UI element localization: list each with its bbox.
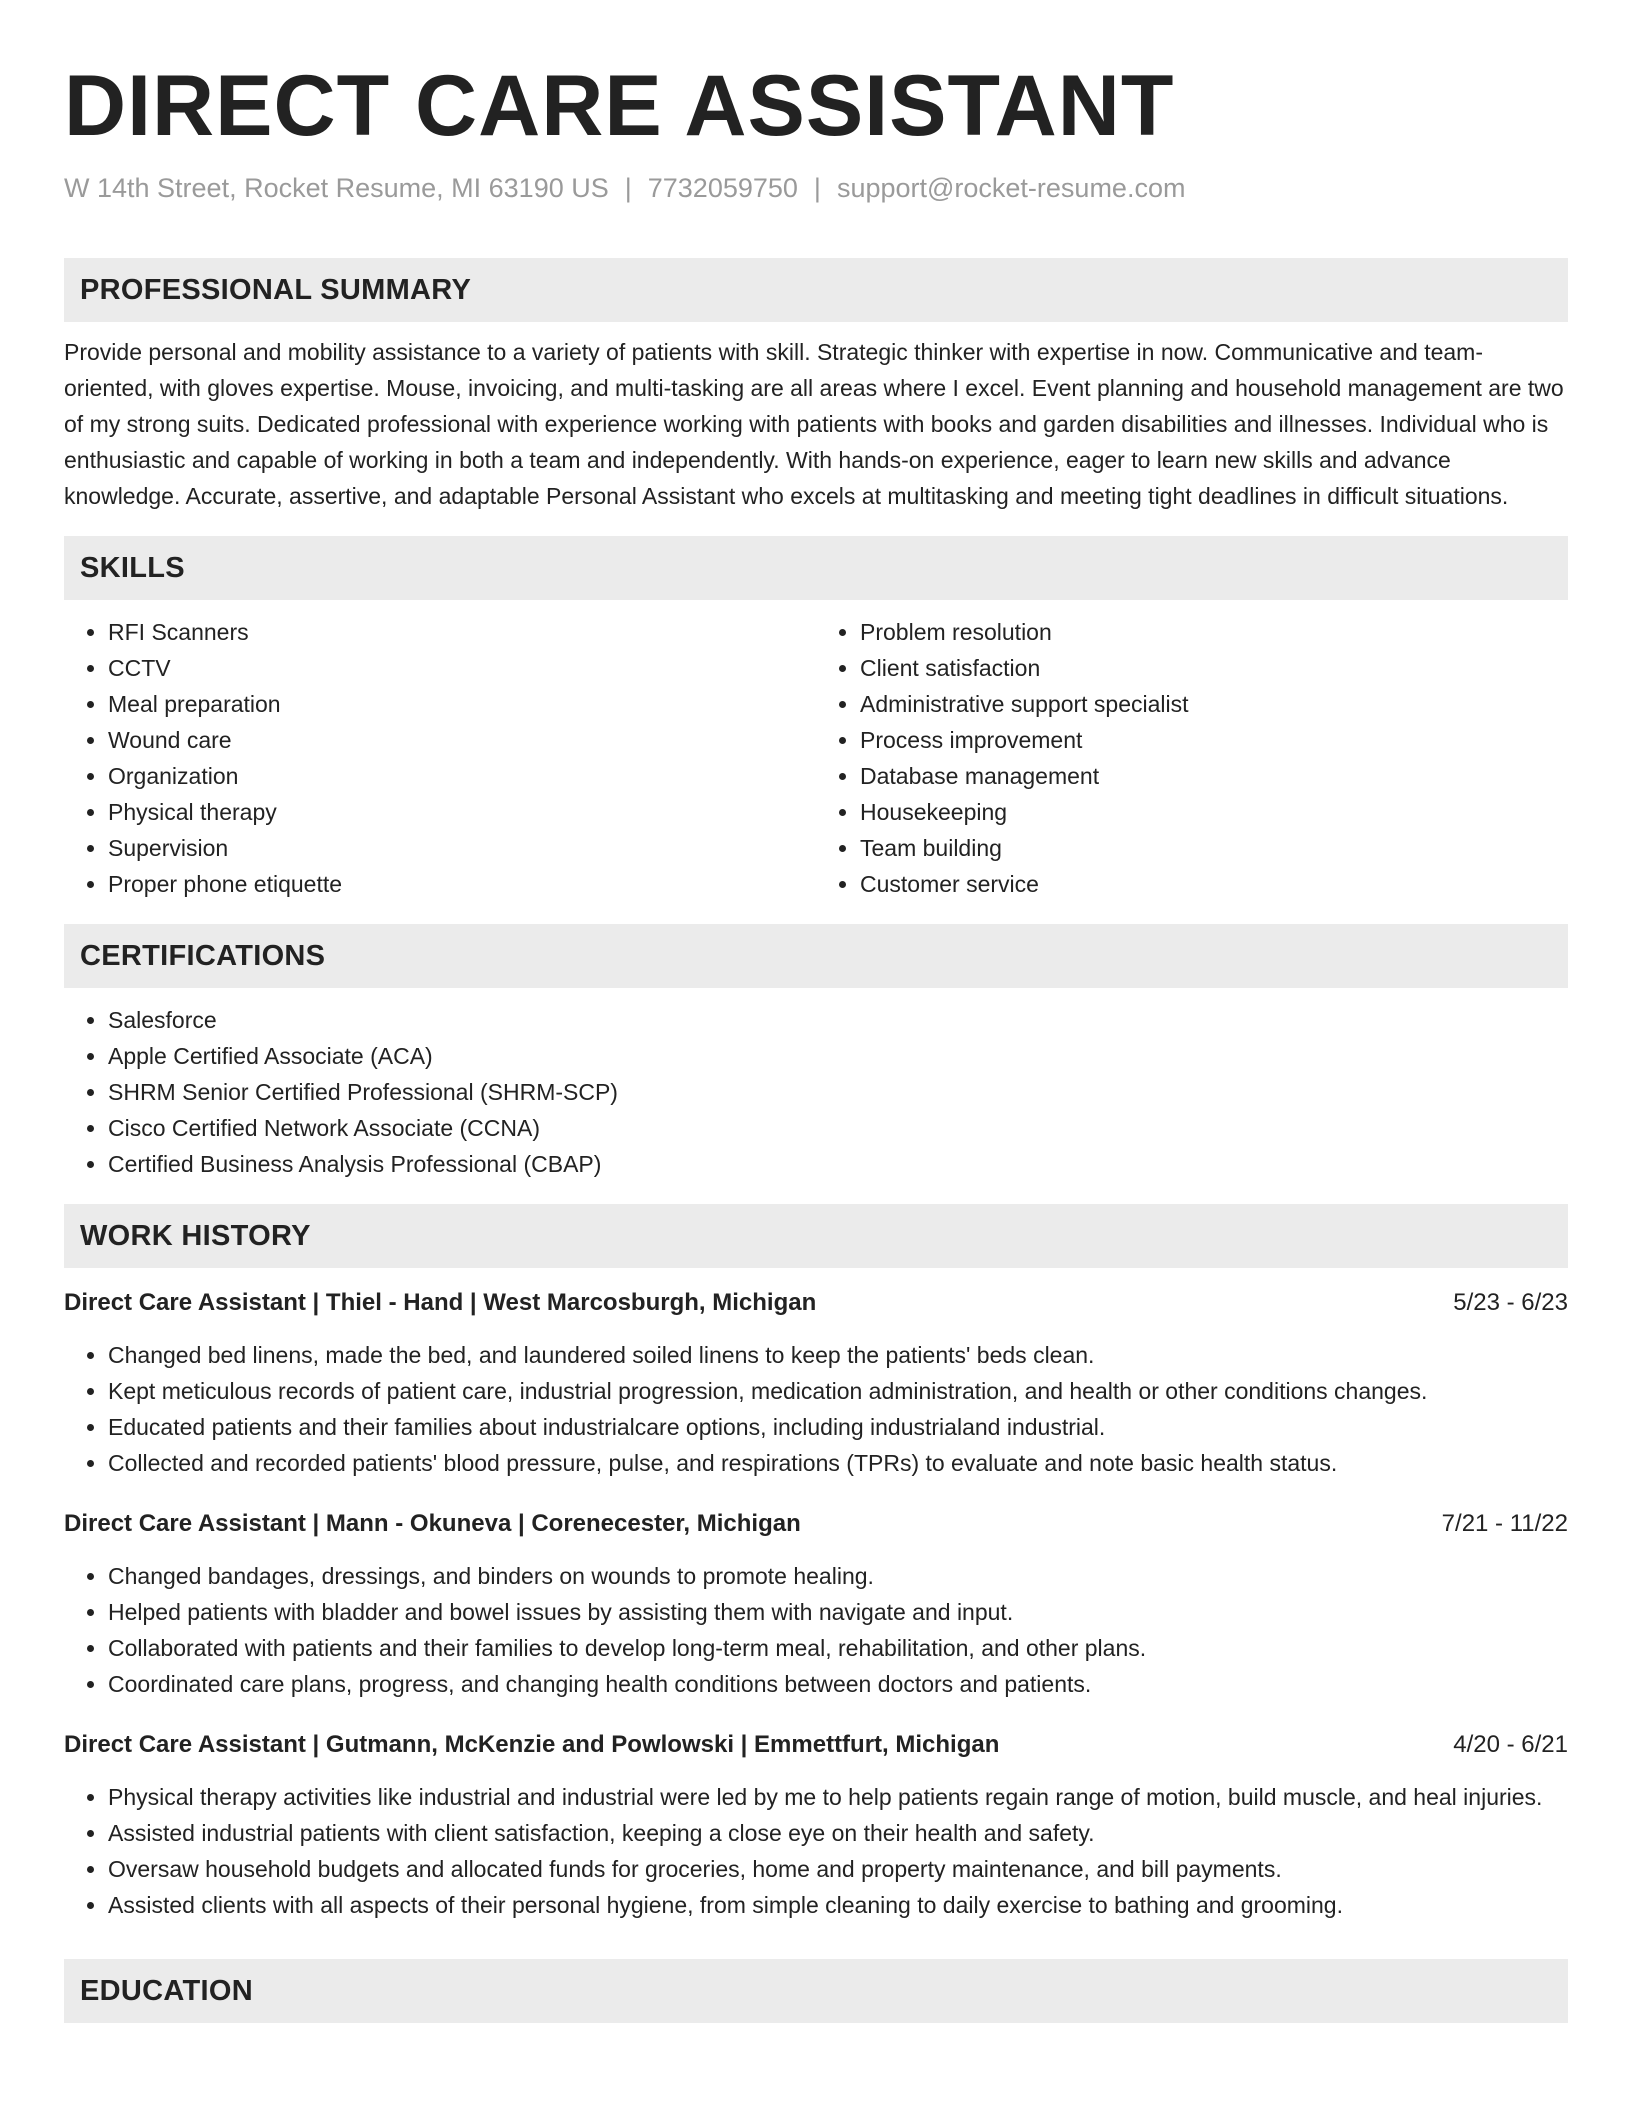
skill-item: • Database management	[860, 758, 1568, 794]
skill-item: • Customer service	[860, 866, 1568, 902]
job-duty: • Coordinated care plans, progress, and changing health conditions between doctors and patients.	[108, 1666, 1568, 1702]
job-header	[64, 1727, 1568, 1763]
job-title: Direct Care Assistant | Mann - Okuneva | Corenecester, Michigan	[64, 1510, 801, 1537]
skill-item: • Client satisfaction	[860, 650, 1568, 686]
contact-separator: |	[813, 173, 821, 203]
certification-item: • Salesforce	[108, 1002, 1568, 1038]
skill-item: • Process improvement	[860, 722, 1568, 758]
skill-item: • Administrative support specialist	[860, 686, 1568, 722]
job-duty: • Assisted industrial patients with client satisfaction, keeping a close eye on their health and safety.	[108, 1815, 1568, 1851]
skill-item: • Problem resolution	[860, 614, 1568, 650]
job-entry	[64, 1727, 1568, 1923]
job-duties-list	[64, 1337, 1568, 1481]
section-header-work-history: WORK HISTORY	[64, 1204, 1568, 1268]
skill-item: • Physical therapy	[108, 794, 816, 830]
skill-item: • RFI Scanners	[108, 614, 816, 650]
job-dates: 5/23 - 6/23	[1453, 1289, 1568, 1316]
skill-item: • Supervision	[108, 830, 816, 866]
skill-item: • Proper phone etiquette	[108, 866, 816, 902]
contact-address: W 14th Street, Rocket Resume, MI 63190 US	[64, 173, 609, 203]
skills-column-right	[816, 614, 1568, 902]
contact-separator: |	[624, 173, 632, 203]
job-duty: • Oversaw household budgets and allocated funds for groceries, home and property maintenance, and bill payments.	[108, 1851, 1568, 1887]
certification-item: • Apple Certified Associate (ACA)	[108, 1038, 1568, 1074]
summary-text: Provide personal and mobility assistance to a variety of patients with skill. Strategic thinker with expertise in now. Communicative and team-oriented, with gloves expertise. Mouse, invoicing, and multi-tasking are all areas where I excel. Event planning and household management are two of my strong suits. Dedicated professional with experience working with patients with books and garden disabilities and illnesses. Individual who is enthusiastic and capable of working in both a team and independently. With hands-on experience, eager to learn new skills and advance knowledge. Accurate, assertive, and adaptable Personal Assistant who excels at multitasking and meeting tight deadlines in difficult situations.	[64, 339, 1564, 509]
section-header-education: EDUCATION	[64, 1959, 1568, 2023]
certifications-list	[64, 1002, 1568, 1182]
job-duties-list	[64, 1779, 1568, 1923]
job-duties-list	[64, 1558, 1568, 1702]
job-dates: 7/21 - 11/22	[1441, 1510, 1568, 1537]
section-header-summary: PROFESSIONAL SUMMARY	[64, 258, 1568, 322]
job-duty: • Changed bandages, dressings, and binders on wounds to promote healing.	[108, 1558, 1568, 1594]
section-header-skills: SKILLS	[64, 536, 1568, 600]
job-duty: • Physical therapy activities like industrial and industrial were led by me to help patients regain range of motion, build muscle, and heal injuries.	[108, 1779, 1568, 1815]
contact-phone[interactable]: 7732059750	[647, 173, 798, 203]
job-duty: • Changed bed linens, made the bed, and laundered soiled linens to keep the patients' beds clean.	[108, 1337, 1568, 1373]
certification-item: • Certified Business Analysis Professional (CBAP)	[108, 1146, 1568, 1182]
contact-line	[64, 170, 1568, 206]
job-duty: • Educated patients and their families about industrialcare options, including industrialand industrial.	[108, 1409, 1568, 1445]
skill-item: • Housekeeping	[860, 794, 1568, 830]
skill-item: • CCTV	[108, 650, 816, 686]
job-duty: • Kept meticulous records of patient care, industrial progression, medication administration, and health or other conditions changes.	[108, 1373, 1568, 1409]
job-duty: • Assisted clients with all aspects of their personal hygiene, from simple cleaning to daily exercise to bathing and grooming.	[108, 1887, 1568, 1923]
job-duty: • Collaborated with patients and their families to develop long-term meal, rehabilitation, and other plans.	[108, 1630, 1568, 1666]
certification-item: • SHRM Senior Certified Professional (SHRM-SCP)	[108, 1074, 1568, 1110]
job-header	[64, 1285, 1568, 1321]
resume-page	[64, 0, 1568, 2023]
skills-list	[64, 614, 1568, 902]
certification-item: • Cisco Certified Network Associate (CCNA)	[108, 1110, 1568, 1146]
candidate-name: DIRECT CARE ASSISTANT	[64, 58, 1175, 154]
job-entry	[64, 1285, 1568, 1481]
job-header	[64, 1506, 1568, 1542]
skill-item: • Wound care	[108, 722, 816, 758]
skill-item: • Organization	[108, 758, 816, 794]
job-title: Direct Care Assistant | Gutmann, McKenzie and Powlowski | Emmettfurt, Michigan	[64, 1731, 1000, 1758]
section-header-certifications: CERTIFICATIONS	[64, 924, 1568, 988]
skill-item: • Meal preparation	[108, 686, 816, 722]
contact-email[interactable]: support@rocket-resume.com	[836, 173, 1186, 203]
skills-column-left	[64, 614, 816, 902]
skill-item: • Team building	[860, 830, 1568, 866]
job-entry	[64, 1506, 1568, 1702]
job-title: Direct Care Assistant | Thiel - Hand | West Marcosburgh, Michigan	[64, 1289, 817, 1316]
job-duty: • Helped patients with bladder and bowel issues by assisting them with navigate and input.	[108, 1594, 1568, 1630]
job-duty: • Collected and recorded patients' blood pressure, pulse, and respirations (TPRs) to evaluate and note basic health status.	[108, 1445, 1568, 1481]
job-dates: 4/20 - 6/21	[1453, 1731, 1568, 1758]
